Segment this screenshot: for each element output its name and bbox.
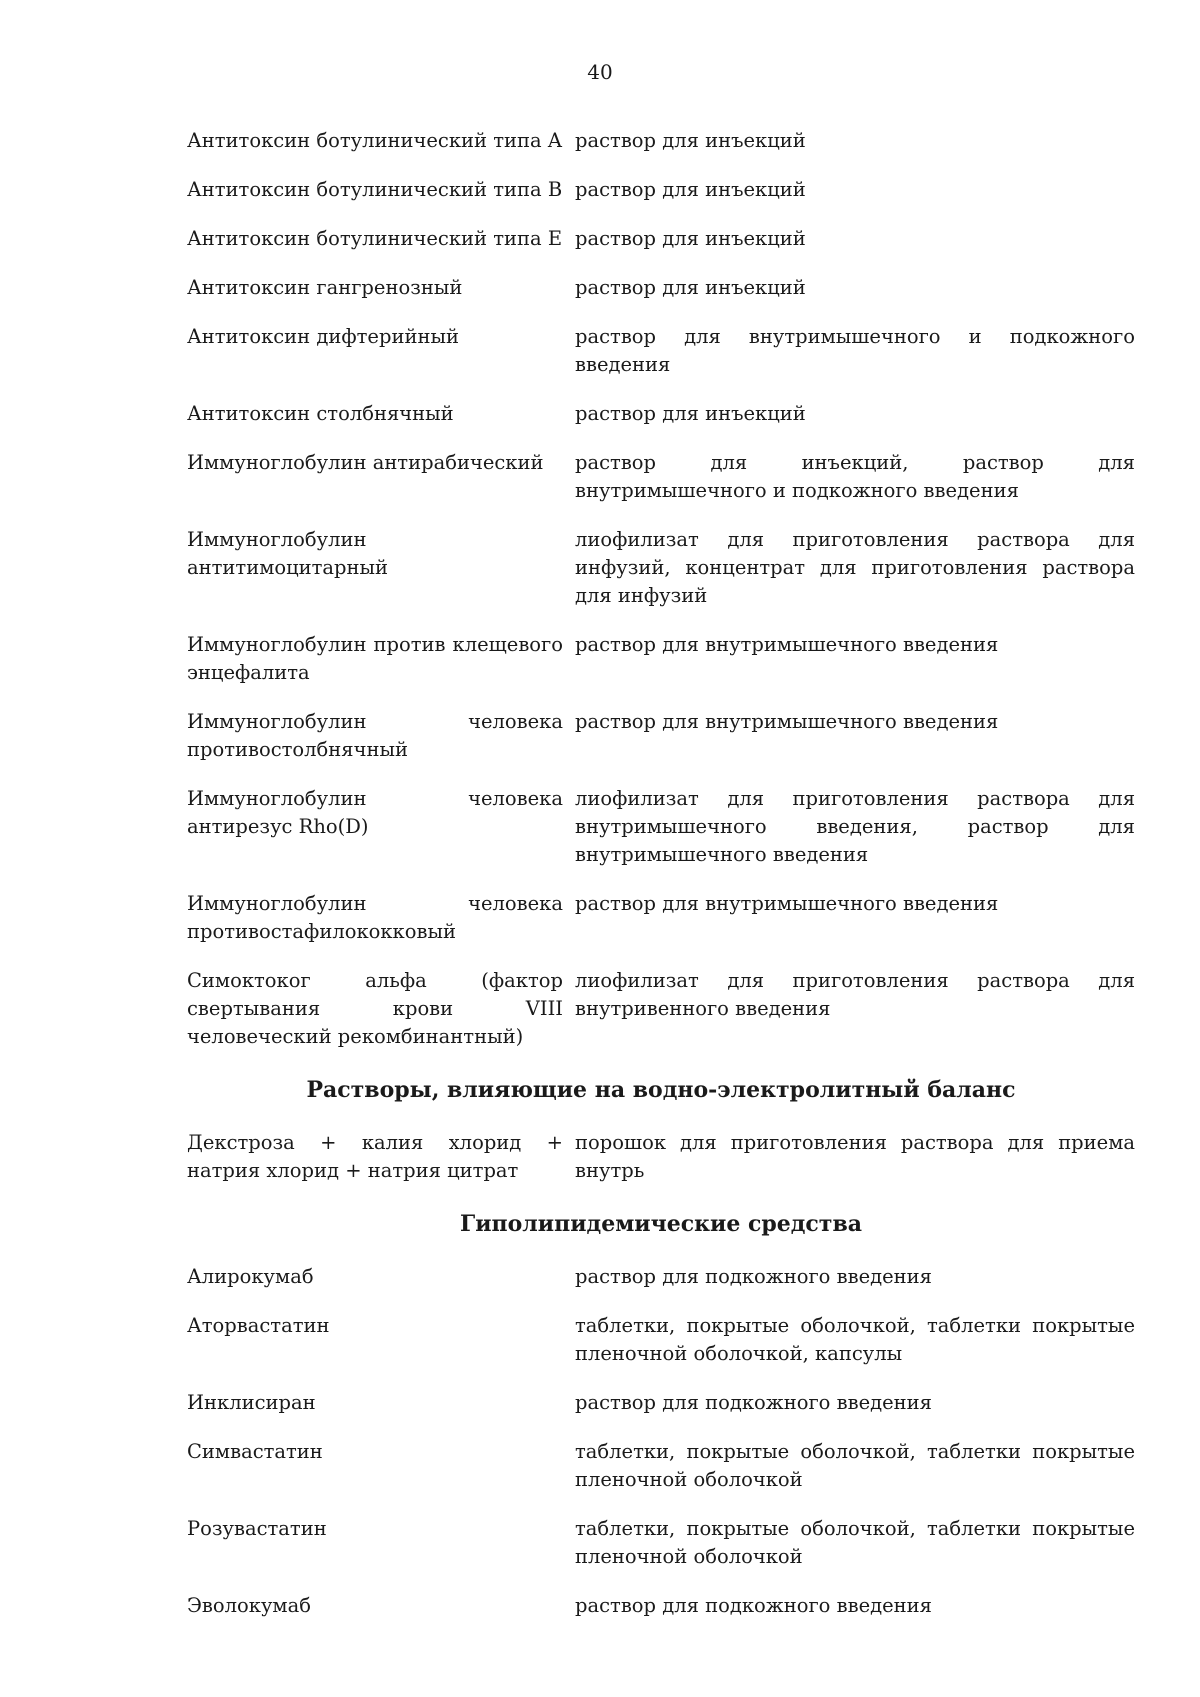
- dosage-form: лиофилизат для приготовления раствора для инфузий, концентрат для приготовления раствора для инфузий: [575, 528, 1135, 607]
- dosage-form: раствор для внутримышечного и подкожного введения: [575, 325, 1135, 376]
- dosage-form: таблетки, покрытые оболочкой, таблетки покрытые пленочной оболочкой: [575, 1517, 1135, 1568]
- drug-name: Иммуноглобулин против клещевого энцефалита: [187, 633, 563, 684]
- dosage-form: раствор для инъекций: [575, 227, 806, 250]
- drug-name: Антитоксин гангренозный: [187, 276, 463, 299]
- dosage-form: раствор для инъекций, раствор для внутримышечного и подкожного введения: [575, 451, 1135, 502]
- dosage-form: раствор для инъекций: [575, 178, 806, 201]
- dosage-form: раствор для внутримышечного введения: [575, 892, 999, 915]
- drug-name: Эволокумаб: [187, 1594, 311, 1617]
- dosage-form: раствор для инъекций: [575, 402, 806, 425]
- dosage-form: таблетки, покрытые оболочкой, таблетки покрытые пленочной оболочкой, капсулы: [575, 1314, 1135, 1365]
- drug-row: [187, 890, 1135, 946]
- drug-row: [187, 1592, 1135, 1620]
- drug-name: Иммуноглобулин человека противостолбнячный: [187, 710, 563, 761]
- drug-row: [187, 708, 1135, 764]
- drug-list: [187, 127, 1135, 1641]
- drug-row: [187, 526, 1135, 610]
- drug-name: Симвастатин: [187, 1440, 323, 1463]
- drug-row: [187, 127, 1135, 155]
- drug-row: [187, 400, 1135, 428]
- dosage-form: раствор для подкожного введения: [575, 1594, 932, 1617]
- drug-name: Антитоксин ботулинический типа B: [187, 178, 563, 201]
- drug-row: [187, 1129, 1135, 1185]
- drug-name: Антитоксин столбнячный: [187, 402, 454, 425]
- drug-row: [187, 1438, 1135, 1494]
- dosage-form: раствор для внутримышечного введения: [575, 710, 999, 733]
- drug-row: [187, 1389, 1135, 1417]
- drug-row: [187, 1263, 1135, 1291]
- drug-row: [187, 176, 1135, 204]
- drug-name: Антитоксин дифтерийный: [187, 325, 459, 348]
- section-heading: Гиполипидемические средства: [460, 1211, 862, 1237]
- drug-name: Иммуноглобулин человека противостафилококковый: [187, 892, 563, 943]
- drug-row: [187, 631, 1135, 687]
- drug-name: Алирокумаб: [187, 1265, 314, 1288]
- drug-name: Симоктоког альфа (фактор свертывания крови VIII человеческий рекомбинантный): [187, 969, 563, 1048]
- drug-row: [187, 785, 1135, 869]
- drug-name: Инклисиран: [187, 1391, 316, 1414]
- drug-name: Иммуноглобулин человека антирезус Rho(D): [187, 787, 563, 838]
- dosage-form: раствор для инъекций: [575, 276, 806, 299]
- dosage-form: раствор для подкожного введения: [575, 1391, 932, 1414]
- dosage-form: раствор для инъекций: [575, 129, 806, 152]
- drug-name: Антитоксин ботулинический типа E: [187, 227, 563, 250]
- drug-row: [187, 323, 1135, 379]
- drug-name: Розувастатин: [187, 1517, 327, 1540]
- dosage-form: порошок для приготовления раствора для приема внутрь: [575, 1131, 1135, 1182]
- drug-row: [187, 449, 1135, 505]
- drug-name: Иммуноглобулин антирабический: [187, 451, 544, 474]
- drug-name: Аторвастатин: [187, 1314, 330, 1337]
- section-heading: Растворы, влияющие на водно-электролитный баланс: [306, 1077, 1016, 1103]
- drug-name: Антитоксин ботулинический типа A: [187, 129, 562, 152]
- dosage-form: раствор для внутримышечного введения: [575, 633, 999, 656]
- drug-row: [187, 967, 1135, 1051]
- dosage-form: лиофилизат для приготовления раствора для внутримышечного введения, раствор для внутримышечного введения: [575, 787, 1135, 866]
- drug-row: [187, 1312, 1135, 1368]
- drug-name: Иммуноглобулин антитимоцитарный: [187, 528, 389, 579]
- drug-row: [187, 225, 1135, 253]
- dosage-form: таблетки, покрытые оболочкой, таблетки покрытые пленочной оболочкой: [575, 1440, 1135, 1491]
- dosage-form: лиофилизат для приготовления раствора для внутривенного введения: [575, 969, 1135, 1020]
- drug-row: [187, 274, 1135, 302]
- page-number: 40: [587, 60, 613, 84]
- drug-row: [187, 1515, 1135, 1571]
- dosage-form: раствор для подкожного введения: [575, 1265, 932, 1288]
- drug-name: Декстроза + калия хлорид + натрия хлорид + натрия цитрат: [187, 1131, 563, 1182]
